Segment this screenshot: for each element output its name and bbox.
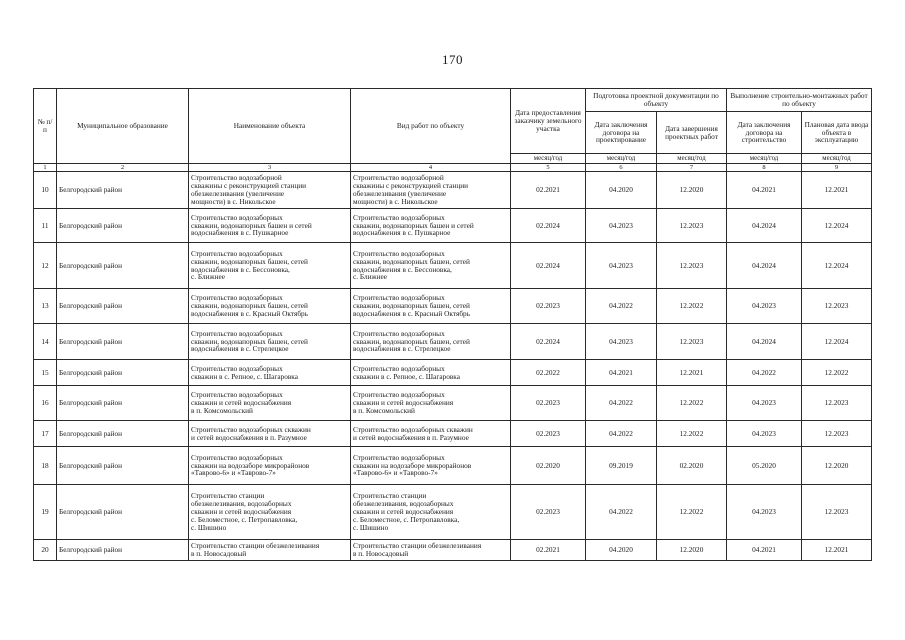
object-name-cell: Строительство станции обезжелезивания в п. Новосадовый	[189, 540, 351, 561]
construction-contract-cell: 04.2024	[727, 324, 802, 360]
column-number: 4	[351, 164, 511, 172]
municipality-cell: Белгородский район	[57, 324, 189, 360]
column-number: 3	[189, 164, 351, 172]
work-type-cell: Строительство водозаборных скважин, водонапорных башен, сетей водоснабжения в с. Красный Октябрь	[351, 289, 511, 324]
municipality-cell: Белгородский район	[57, 243, 189, 289]
land-date-cell: 02.2023	[511, 485, 586, 540]
work-type-cell: Строительство водозаборных скважин и сетей водоснабжения в п. Разумное	[351, 421, 511, 447]
land-date-cell: 02.2021	[511, 540, 586, 561]
commission-date-cell: 12.2021	[802, 172, 872, 209]
design-end-cell: 12.2023	[657, 324, 727, 360]
table-row	[34, 289, 872, 324]
header-land-date: Дата предоставления заказчику земельного участка	[511, 89, 586, 154]
schedule-table	[33, 88, 872, 561]
header-construction-group: Выполнение строительно-монтажных работ по объекту	[727, 89, 872, 112]
design-end-cell: 12.2022	[657, 421, 727, 447]
commission-date-cell: 12.2024	[802, 209, 872, 243]
design-contract-cell: 04.2023	[586, 209, 657, 243]
object-name-cell: Строительство водозаборных скважин, водонапорных башен и сетей водоснабжения в с. Пушкарное	[189, 209, 351, 243]
table-row	[34, 485, 872, 540]
construction-contract-cell: 04.2023	[727, 485, 802, 540]
municipality-cell: Белгородский район	[57, 485, 189, 540]
header-num: № п/п	[34, 89, 57, 164]
work-type-cell: Строительство станции обезжелезивания, водозаборных скважин и сетей водоснабжения с. Беломестное, с. Петропавловка, с. Шишино	[351, 485, 511, 540]
table-row	[34, 172, 872, 209]
land-date-cell: 02.2024	[511, 209, 586, 243]
object-name-cell: Строительство станции обезжелезивания, водозаборных скважин и сетей водоснабжения с. Беломестное, с. Петропавловка, с. Шишино	[189, 485, 351, 540]
unit-label: месяц/год	[657, 154, 727, 164]
header-design-end: Дата завершения проектных работ	[657, 112, 727, 154]
column-number: 8	[727, 164, 802, 172]
municipality-cell: Белгородский район	[57, 172, 189, 209]
construction-contract-cell: 04.2024	[727, 209, 802, 243]
municipality-cell: Белгородский район	[57, 360, 189, 386]
object-name-cell: Строительство водозаборных скважин на водозаборе микрорайонов «Таврово-6» и «Таврово-7»	[189, 447, 351, 485]
work-type-cell: Строительство водозаборных скважин в с. Репное, с. Шагаровка	[351, 360, 511, 386]
municipality-cell: Белгородский район	[57, 386, 189, 421]
design-end-cell: 12.2022	[657, 485, 727, 540]
header-object-name: Наименование объекта	[189, 89, 351, 164]
object-name-cell: Строительство водозаборных скважин в с. Репное, с. Шагаровка	[189, 360, 351, 386]
row-number: 13	[34, 289, 57, 324]
construction-contract-cell: 04.2023	[727, 289, 802, 324]
table-row	[34, 421, 872, 447]
design-end-cell: 02.2020	[657, 447, 727, 485]
table-row	[34, 209, 872, 243]
row-number: 17	[34, 421, 57, 447]
column-number: 9	[802, 164, 872, 172]
design-contract-cell: 04.2023	[586, 324, 657, 360]
row-number: 20	[34, 540, 57, 561]
commission-date-cell: 12.2023	[802, 289, 872, 324]
land-date-cell: 02.2023	[511, 386, 586, 421]
table-row	[34, 386, 872, 421]
header-commission-date: Плановая дата ввода объекта в эксплуатацию	[802, 112, 872, 154]
column-number-row	[34, 164, 872, 172]
design-end-cell: 12.2023	[657, 209, 727, 243]
column-number: 6	[586, 164, 657, 172]
work-type-cell: Строительство водозаборных скважин и сетей водоснабжения в п. Комсомольский	[351, 386, 511, 421]
object-name-cell: Строительство водозаборных скважин и сетей водоснабжения в п. Комсомольский	[189, 386, 351, 421]
commission-date-cell: 12.2020	[802, 447, 872, 485]
design-end-cell: 12.2022	[657, 289, 727, 324]
column-number: 1	[34, 164, 57, 172]
row-number: 11	[34, 209, 57, 243]
unit-label: месяц/год	[586, 154, 657, 164]
design-contract-cell: 04.2022	[586, 386, 657, 421]
table-row	[34, 447, 872, 485]
work-type-cell: Строительство станции обезжелезивания в п. Новосадовый	[351, 540, 511, 561]
table-row	[34, 360, 872, 386]
design-end-cell: 12.2020	[657, 540, 727, 561]
municipality-cell: Белгородский район	[57, 209, 189, 243]
commission-date-cell: 12.2022	[802, 360, 872, 386]
construction-contract-cell: 04.2021	[727, 172, 802, 209]
header-municipality: Муниципальное образование	[57, 89, 189, 164]
municipality-cell: Белгородский район	[57, 289, 189, 324]
land-date-cell: 02.2023	[511, 421, 586, 447]
unit-label: месяц/год	[802, 154, 872, 164]
object-name-cell: Строительство водозаборных скважин, водонапорных башен, сетей водоснабжения в с. Стрелецкое	[189, 324, 351, 360]
object-name-cell: Строительство водозаборных скважин и сетей водоснабжения в п. Разумное	[189, 421, 351, 447]
unit-label: месяц/год	[727, 154, 802, 164]
design-contract-cell: 04.2022	[586, 421, 657, 447]
design-contract-cell: 09.2019	[586, 447, 657, 485]
work-type-cell: Строительство водозаборных скважин, водонапорных башен, сетей водоснабжения в с. Стрелецкое	[351, 324, 511, 360]
table-row	[34, 540, 872, 561]
row-number: 10	[34, 172, 57, 209]
land-date-cell: 02.2024	[511, 243, 586, 289]
header-design-contract: Дата заключения договора на проектирование	[586, 112, 657, 154]
commission-date-cell: 12.2023	[802, 421, 872, 447]
commission-date-cell: 12.2024	[802, 243, 872, 289]
municipality-cell: Белгородский район	[57, 540, 189, 561]
row-number: 14	[34, 324, 57, 360]
land-date-cell: 02.2020	[511, 447, 586, 485]
construction-contract-cell: 04.2024	[727, 243, 802, 289]
design-end-cell: 12.2020	[657, 172, 727, 209]
header-work-type: Вид работ по объекту	[351, 89, 511, 164]
row-number: 16	[34, 386, 57, 421]
row-number: 18	[34, 447, 57, 485]
commission-date-cell: 12.2024	[802, 324, 872, 360]
land-date-cell: 02.2022	[511, 360, 586, 386]
object-name-cell: Строительство водозаборных скважин, водонапорных башен, сетей водоснабжения в с. Бессоновка, с. Ближнее	[189, 243, 351, 289]
design-contract-cell: 04.2022	[586, 485, 657, 540]
design-contract-cell: 04.2023	[586, 243, 657, 289]
municipality-cell: Белгородский район	[57, 421, 189, 447]
design-contract-cell: 04.2022	[586, 289, 657, 324]
design-end-cell: 12.2023	[657, 243, 727, 289]
work-type-cell: Строительство водозаборных скважин на водозаборе микрорайонов «Таврово-6» и «Таврово-7»	[351, 447, 511, 485]
land-date-cell: 02.2024	[511, 324, 586, 360]
object-name-cell: Строительство водозаборных скважин, водонапорных башен, сетей водоснабжения в с. Красный Октябрь	[189, 289, 351, 324]
construction-contract-cell: 04.2021	[727, 540, 802, 561]
unit-label: месяц/год	[511, 154, 586, 164]
table-row	[34, 243, 872, 289]
row-number: 19	[34, 485, 57, 540]
header-construction-contract: Дата заключения договора на строительство	[727, 112, 802, 154]
land-date-cell: 02.2021	[511, 172, 586, 209]
design-contract-cell: 04.2020	[586, 540, 657, 561]
column-number: 2	[57, 164, 189, 172]
commission-date-cell: 12.2021	[802, 540, 872, 561]
design-end-cell: 12.2021	[657, 360, 727, 386]
object-name-cell: Строительство водозаборной скважины с реконструкцией станции обезжелезивания (увеличение мощности) в с. Никольское	[189, 172, 351, 209]
header-design-group: Подготовка проектной документации по объекту	[586, 89, 727, 112]
construction-contract-cell: 04.2023	[727, 421, 802, 447]
column-number: 7	[657, 164, 727, 172]
municipality-cell: Белгородский район	[57, 447, 189, 485]
work-type-cell: Строительство водозаборных скважин, водонапорных башен, сетей водоснабжения в с. Бессоновка, с. Ближнее	[351, 243, 511, 289]
row-number: 15	[34, 360, 57, 386]
construction-contract-cell: 04.2022	[727, 360, 802, 386]
construction-contract-cell: 05.2020	[727, 447, 802, 485]
design-contract-cell: 04.2020	[586, 172, 657, 209]
page-number: 170	[442, 52, 463, 67]
commission-date-cell: 12.2023	[802, 386, 872, 421]
commission-date-cell: 12.2023	[802, 485, 872, 540]
land-date-cell: 02.2023	[511, 289, 586, 324]
row-number: 12	[34, 243, 57, 289]
column-number: 5	[511, 164, 586, 172]
work-type-cell: Строительство водозаборной скважины с реконструкцией станции обезжелезивания (увеличение мощности) в с. Никольское	[351, 172, 511, 209]
design-contract-cell: 04.2021	[586, 360, 657, 386]
table-row	[34, 324, 872, 360]
work-type-cell: Строительство водозаборных скважин, водонапорных башен и сетей водоснабжения в с. Пушкарное	[351, 209, 511, 243]
design-end-cell: 12.2022	[657, 386, 727, 421]
construction-contract-cell: 04.2023	[727, 386, 802, 421]
